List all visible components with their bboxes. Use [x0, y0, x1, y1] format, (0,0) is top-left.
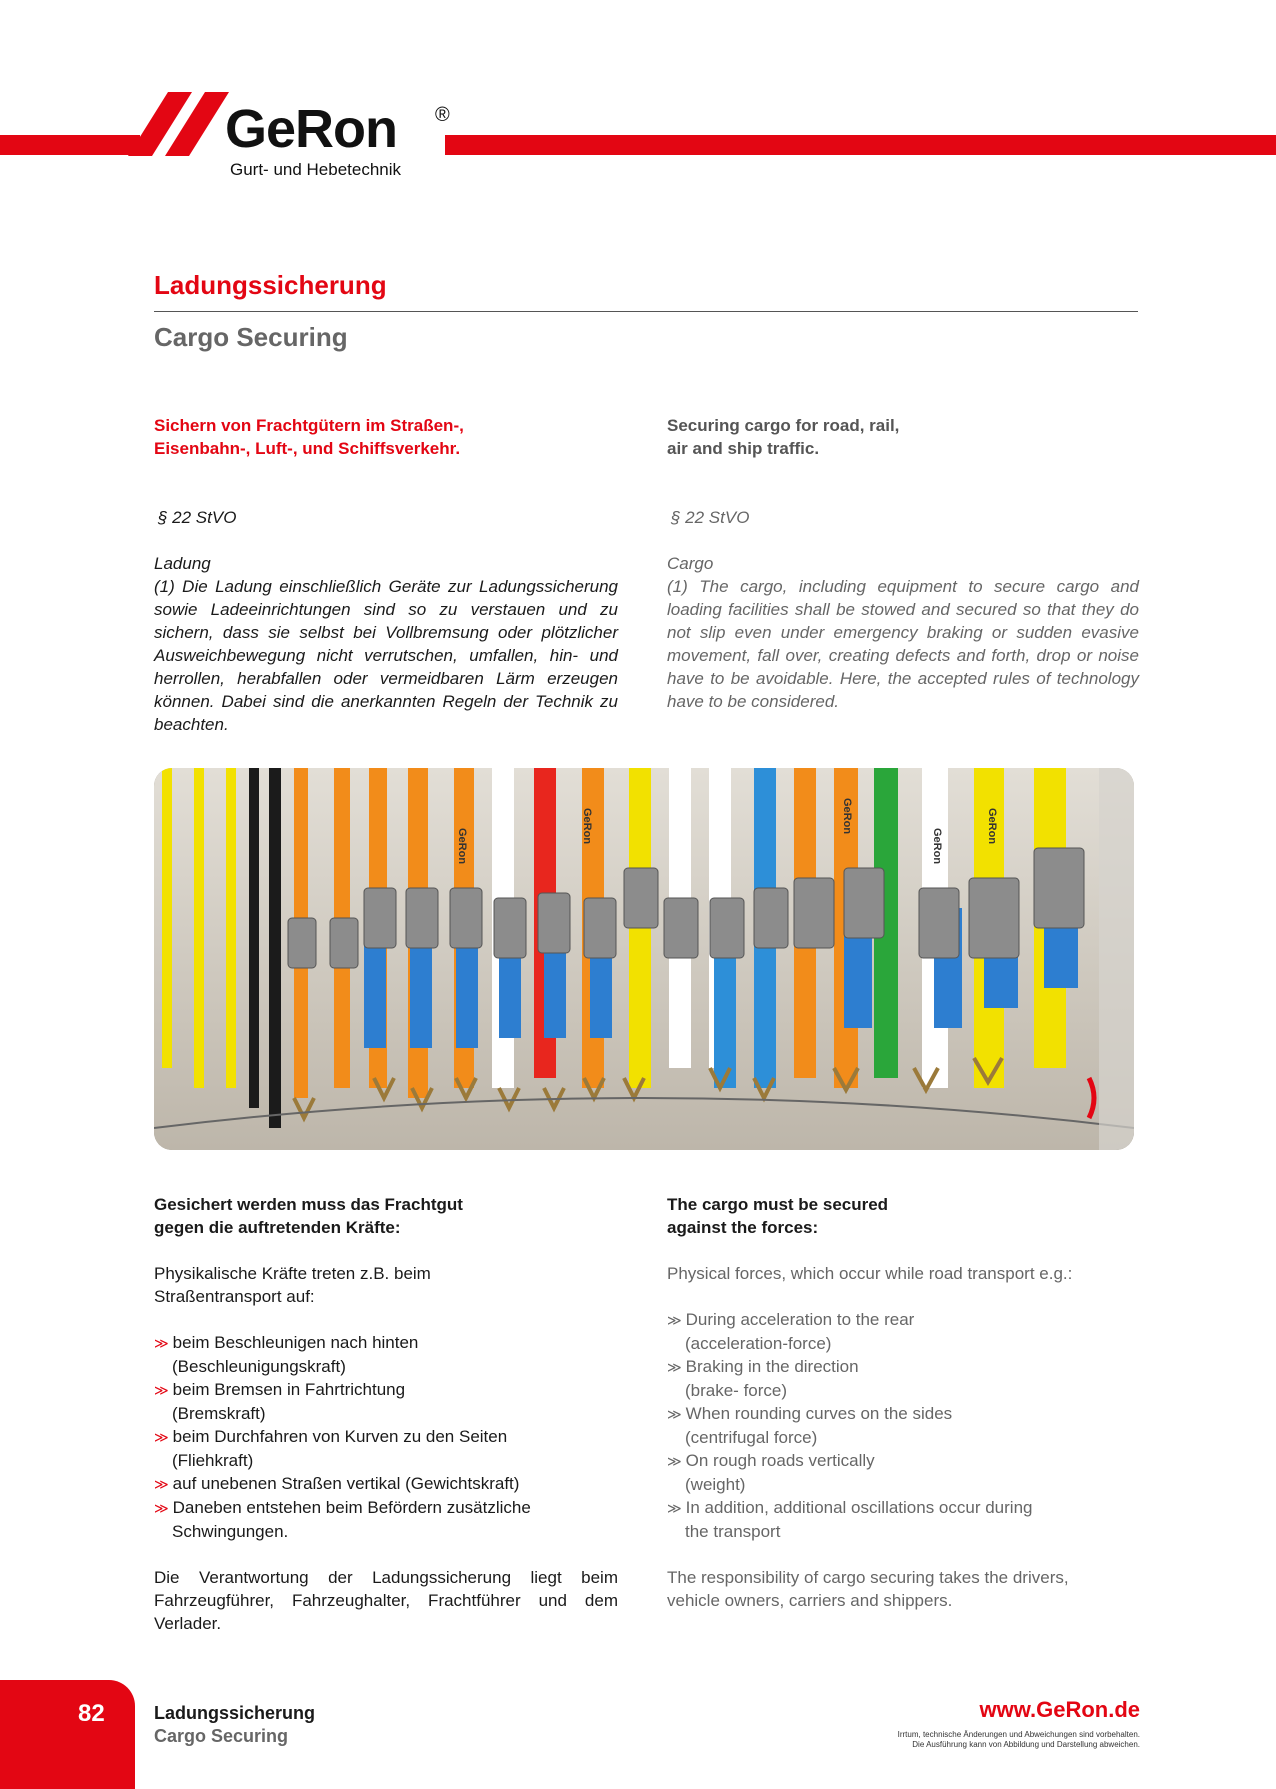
- strap-brand-label: GeRon: [456, 828, 468, 865]
- list-item-text: beim Durchfahren von Kurven zu den Seiten: [172, 1427, 508, 1446]
- intro-heading-en: [667, 414, 1139, 460]
- forces-section-de: [154, 1193, 618, 1635]
- strap-brand-label: GeRon: [581, 808, 593, 845]
- page-number-tab: [0, 1680, 135, 1789]
- forces-heading-de-line-1: Gesichert werden muss das Frachtgut: [154, 1195, 463, 1214]
- list-item: [667, 1496, 1139, 1543]
- list-item: [154, 1331, 618, 1378]
- chevron-right-icon: ≫: [154, 1476, 169, 1492]
- forces-heading-en-line-2: against the forces:: [667, 1218, 819, 1237]
- list-item-subtext: (acceleration-force): [685, 1334, 832, 1353]
- list-item-subtext: (brake- force): [685, 1381, 788, 1400]
- law-subheading-de: Ladung: [154, 554, 211, 573]
- responsibility-text-de: Die Verantwortung der Ladungssicherung liegt beim Fahrzeugführer, Fahrzeughalter, Frachtführer und dem Verlader.: [154, 1568, 618, 1633]
- logo-wordmark: GeRon: [225, 99, 398, 159]
- list-item-subtext: (Fliehkraft): [172, 1451, 254, 1470]
- page-title-de: Ladungssicherung: [154, 270, 387, 300]
- intro-heading-de-line-2: Eisenbahn-, Luft-, und Schiffsverkehr.: [154, 439, 461, 458]
- footer-disclaimer-line-2: Die Ausführung kann von Abbildung und Darstellung abweichen.: [912, 1740, 1140, 1749]
- strap-brand-label: GeRon: [841, 798, 853, 835]
- list-item-text: beim Bremsen in Fahrtrichtung: [172, 1380, 406, 1399]
- list-item: [667, 1355, 1139, 1402]
- header-bar-right: [445, 135, 1276, 155]
- law-text-en: [667, 552, 1139, 713]
- forces-list-de: [154, 1331, 618, 1543]
- chevron-right-icon: ≫: [154, 1500, 169, 1516]
- responsibility-text-en-line-1: The responsibility of cargo securing takes the drivers,: [667, 1568, 1069, 1587]
- chevron-right-icon: ≫: [667, 1406, 682, 1422]
- footer-disclaimer: [898, 1730, 1140, 1750]
- strap-brand-label: GeRon: [986, 808, 998, 845]
- law-paragraph-en: (1) The cargo, including equipment to secure cargo and loading facilities shall be stowed and secured so that they do not slip even under emergency braking or sudden evasive movement, fall over, creating defects and forth, drop or noise have to be avoidable. Here, the accepted rules of technology have to be considered.: [667, 577, 1139, 711]
- chevron-right-icon: ≫: [154, 1335, 169, 1351]
- forces-intro-de-line-1: Physikalische Kräfte treten z.B. beim: [154, 1264, 431, 1283]
- law-subheading-en: Cargo: [667, 554, 714, 573]
- forces-heading-en: [667, 1193, 1139, 1239]
- list-item-text: Daneben entstehen beim Befördern zusätzliche: [172, 1498, 531, 1517]
- chevron-right-icon: ≫: [667, 1500, 682, 1516]
- list-item-subtext: (weight): [685, 1475, 746, 1494]
- intro-heading-en-line-1: Securing cargo for road, rail,: [667, 416, 900, 435]
- page-title-en: Cargo Securing: [154, 322, 348, 352]
- list-item-subtext: (Beschleunigungskraft): [172, 1357, 346, 1376]
- forces-intro-de-line-2: Straßentransport auf:: [154, 1287, 315, 1306]
- logo-registered-mark: ®: [435, 104, 450, 126]
- list-item-subtext: the transport: [685, 1522, 781, 1541]
- header-bar-left: [0, 135, 140, 155]
- list-item-subtext: (Bremskraft): [172, 1404, 266, 1423]
- list-item-text: In addition, additional oscillations occur during: [685, 1498, 1033, 1517]
- product-photo-ratchet-straps: [154, 768, 1134, 1150]
- forces-intro-en: Physical forces, which occur while road transport e.g.:: [667, 1264, 1073, 1283]
- list-item-text: During acceleration to the rear: [685, 1310, 915, 1329]
- footer-section-de: Ladungssicherung: [154, 1703, 316, 1723]
- list-item-text: When rounding curves on the sides: [685, 1404, 953, 1423]
- list-item-text: Braking in the direction: [685, 1357, 859, 1376]
- strap-brand-label: GeRon: [931, 828, 943, 865]
- forces-intro-de: [154, 1262, 618, 1308]
- list-item-text: auf unebenen Straßen vertikal (Gewichtskraft): [172, 1474, 520, 1493]
- forces-heading-de: [154, 1193, 618, 1239]
- list-item: [667, 1449, 1139, 1496]
- law-reference-en: § 22 StVO: [671, 508, 750, 527]
- footer-website-link[interactable]: www.GeRon.de: [979, 1697, 1140, 1722]
- logo-subtitle: Gurt- und Hebetechnik: [230, 160, 402, 179]
- list-item-subtext: (centrifugal force): [685, 1428, 818, 1447]
- footer-disclaimer-line-1: Irrtum, technische Änderungen und Abweichungen sind vorbehalten.: [897, 1730, 1140, 1739]
- list-item: [667, 1308, 1139, 1355]
- chevron-right-icon: ≫: [667, 1359, 682, 1375]
- chevron-right-icon: ≫: [667, 1453, 682, 1469]
- law-text-de: [154, 552, 618, 736]
- footer-section-en: Cargo Securing: [154, 1726, 289, 1746]
- list-item-subtext: Schwingungen.: [172, 1522, 289, 1541]
- intro-heading-en-line-2: air and ship traffic.: [667, 439, 820, 458]
- chevron-right-icon: ≫: [667, 1312, 682, 1328]
- forces-heading-de-line-2: gegen die auftretenden Kräfte:: [154, 1218, 401, 1237]
- forces-section-en: [667, 1193, 1139, 1612]
- responsibility-text-en-line-2: vehicle owners, carriers and shippers.: [667, 1591, 953, 1610]
- forces-heading-en-line-1: The cargo must be secured: [667, 1195, 889, 1214]
- list-item: [667, 1402, 1139, 1449]
- chevron-right-icon: ≫: [154, 1382, 169, 1398]
- law-paragraph-de: (1) Die Ladung einschließlich Geräte zur Ladungssicherung sowie Ladeeinrichtungen sind so zu verstauen und zu sichern, dass sie selbst bei Vollbremsung oder plötzlicher Ausweichbewegung nicht verrutschen, umfallen, hin- und herrollen, herabfallen oder vermeidbaren Lärm erzeugen können. Dabei sind die anerkannten Regeln der Technik zu beachten.: [154, 577, 618, 734]
- title-divider: [154, 311, 1138, 312]
- chevron-right-icon: ≫: [154, 1429, 169, 1445]
- responsibility-text-en: [667, 1566, 1139, 1612]
- list-item-text: beim Beschleunigen nach hinten: [172, 1333, 419, 1352]
- list-item-text: On rough roads vertically: [685, 1451, 875, 1470]
- ratchet-straps-illustration: [154, 768, 1134, 1150]
- list-item: [154, 1472, 618, 1496]
- intro-heading-de-line-1: Sichern von Frachtgütern im Straßen-,: [154, 416, 464, 435]
- forces-list-en: [667, 1308, 1139, 1543]
- list-item: [154, 1378, 618, 1425]
- page-number: 82: [78, 1700, 105, 1727]
- list-item: [154, 1425, 618, 1472]
- list-item: [154, 1496, 618, 1543]
- law-reference-de: § 22 StVO: [158, 508, 237, 527]
- intro-heading-de: [154, 414, 618, 460]
